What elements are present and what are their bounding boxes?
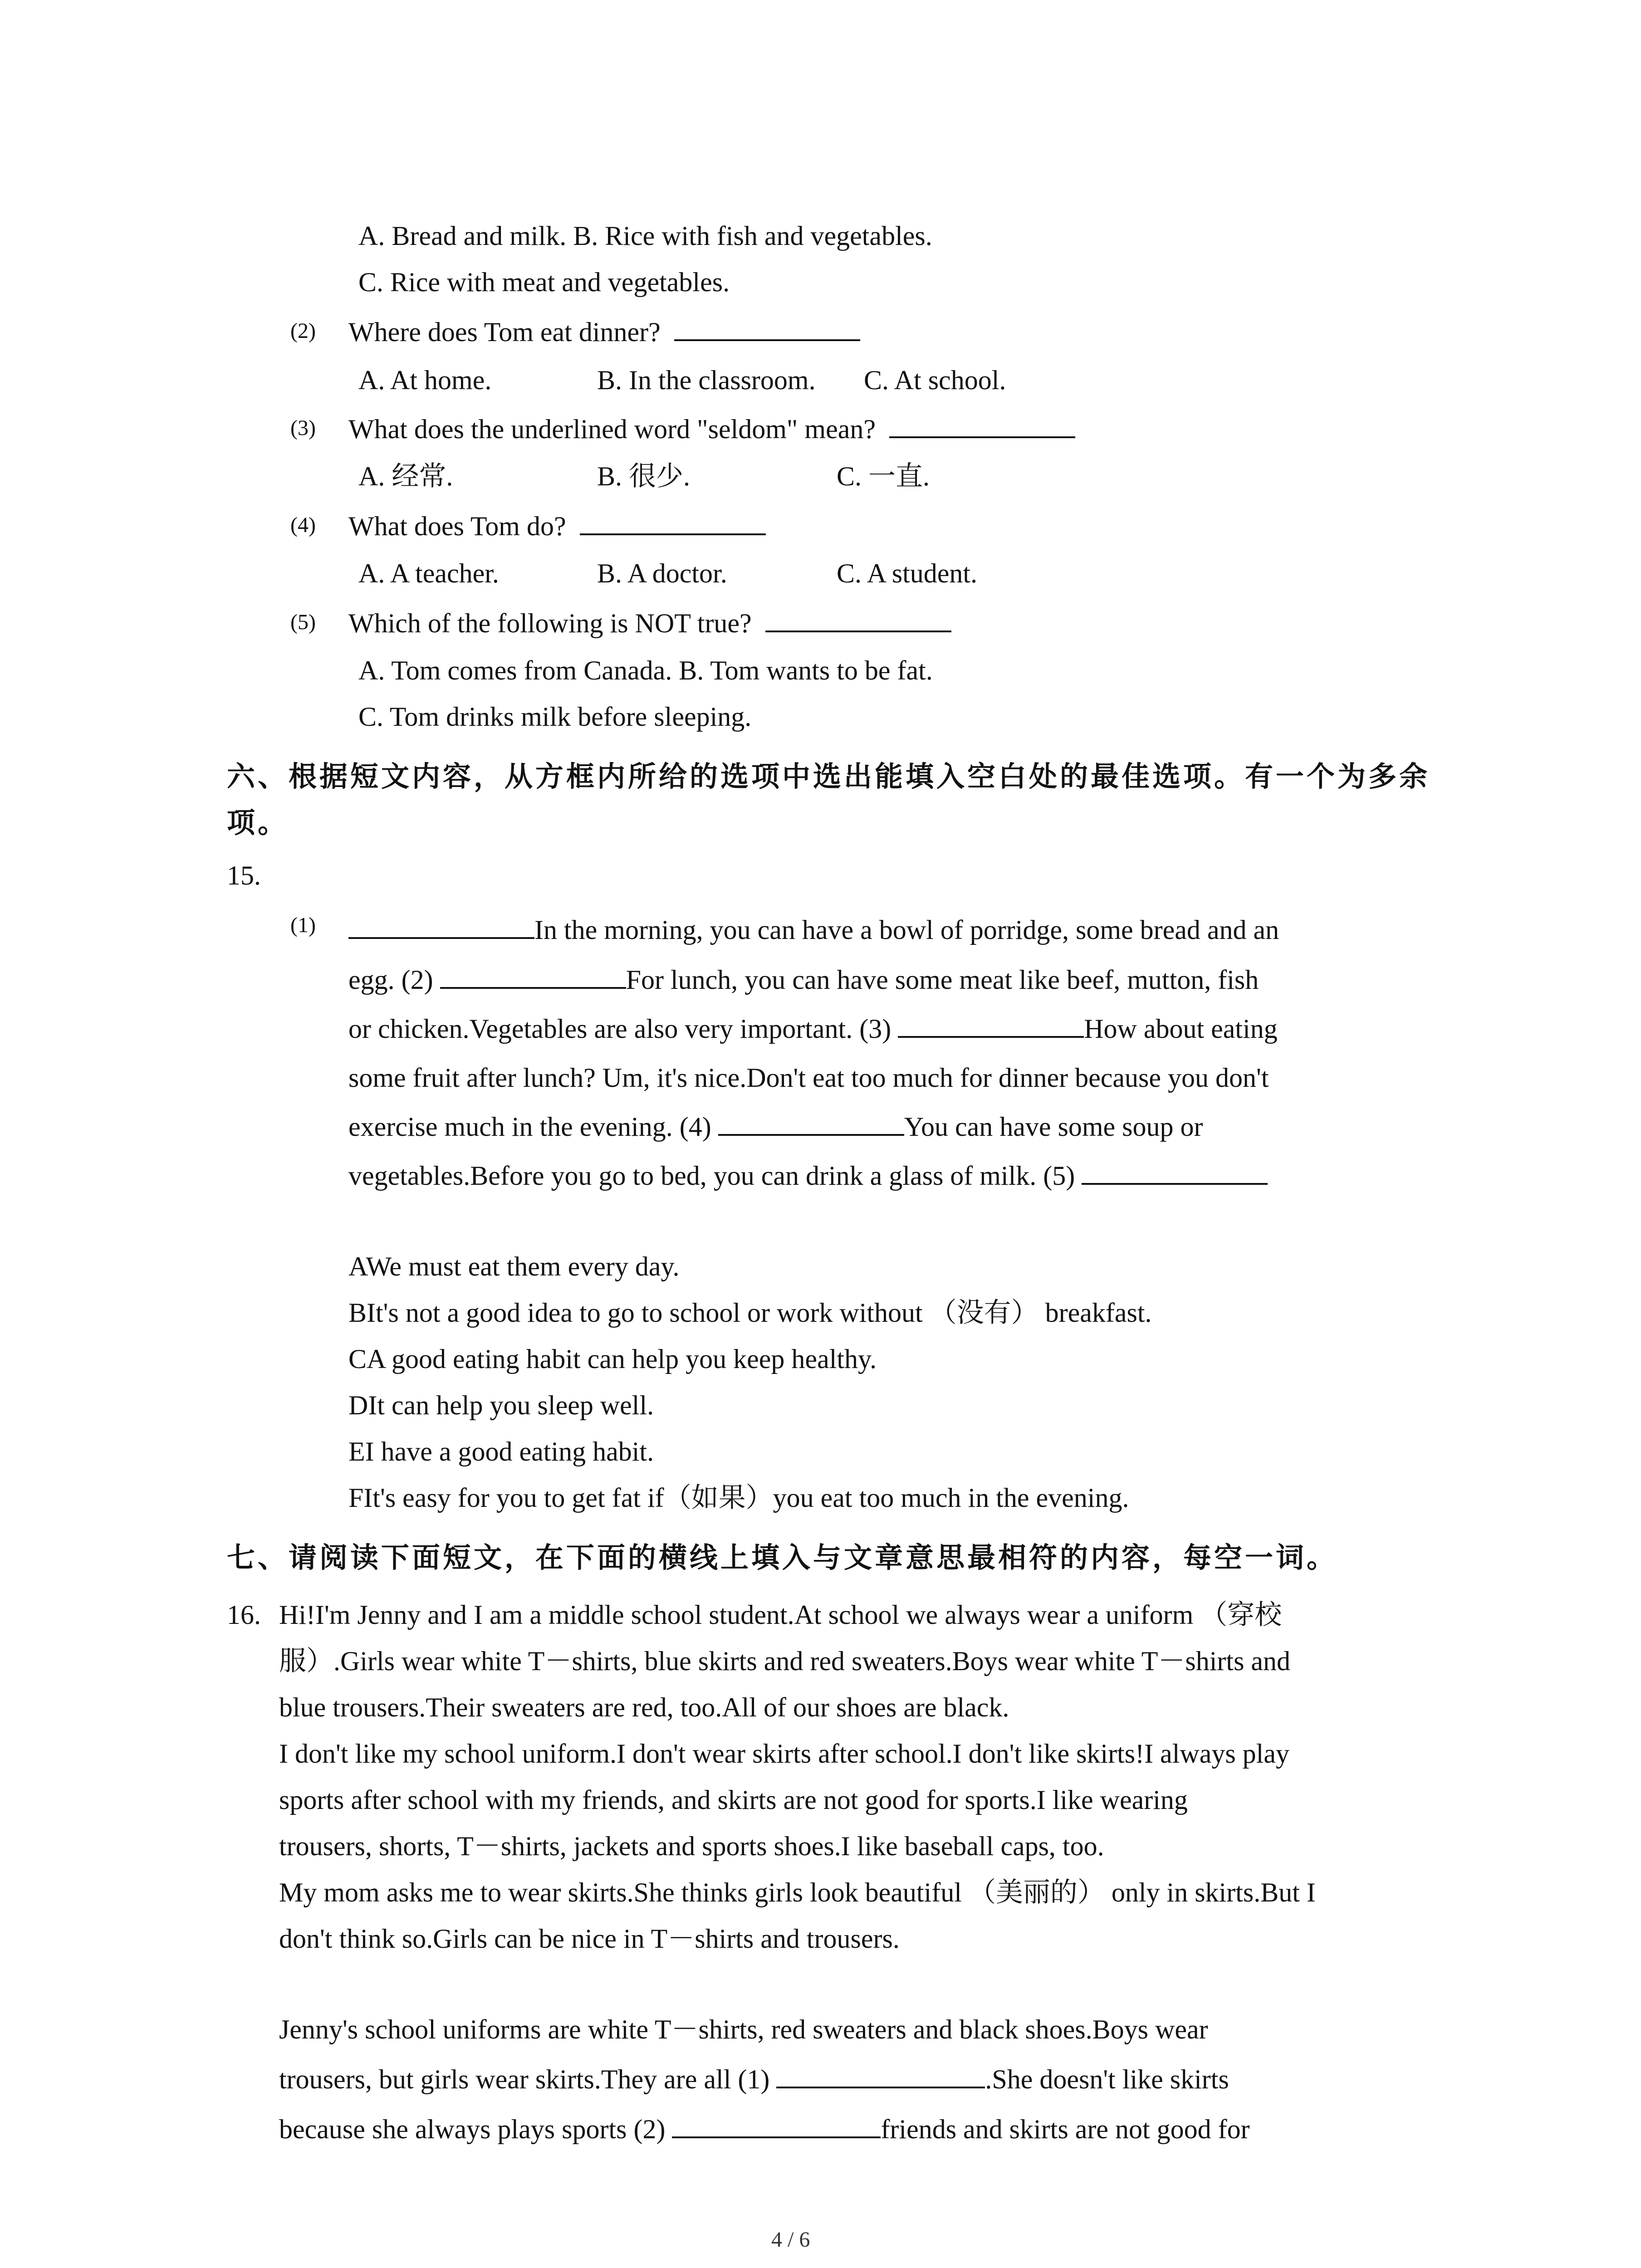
question-number-16: 16.	[227, 1600, 261, 1630]
q14-q3-text: What does the underlined word "seldom" mean?	[348, 411, 1075, 447]
q14-q2-option-c: C. At school.	[864, 365, 1006, 395]
q14-q4-text: What does Tom do?	[348, 508, 766, 544]
reading-line-3: blue trousers.Their sweaters are red, too.All of our shoes are black.	[279, 1692, 1009, 1722]
q14-q4-number: (4)	[290, 513, 316, 537]
q14-q3-option-b: B. 很少.	[597, 461, 691, 491]
q14-q5-number: (5)	[290, 610, 316, 634]
q14-q2-answer-blank[interactable]	[674, 315, 860, 341]
reading-line-5: sports after school with my friends, and skirts are not good for sports.I like wearing	[279, 1785, 1188, 1815]
q14-q3-number: (3)	[290, 416, 316, 440]
reading-line-1: Hi!I'm Jenny and I am a middle school student.At school we always wear a uniform （穿校	[279, 1600, 1282, 1630]
q14-q2-option-b: B. In the classroom.	[597, 365, 816, 395]
q14-q4-option-c: C. A student.	[837, 558, 978, 588]
summary-line-2: trousers, but girls wear skirts.They are all (1) .She doesn't like skirts	[279, 2061, 1229, 2097]
option-f: FIt's easy for you to get fat if（如果）you eat too much in the evening.	[348, 1483, 1129, 1513]
q14-q4-answer-blank[interactable]	[580, 509, 766, 535]
q14-q4-option-b: B. A doctor.	[597, 558, 727, 588]
q14-q5-options-ab: A. Tom comes from Canada. B. Tom wants to be fat.	[358, 655, 933, 685]
passage-blank-5[interactable]	[1082, 1158, 1268, 1185]
passage-line-5: exercise much in the evening. (4) You can have some soup or	[348, 1109, 1203, 1145]
reading-line-6: trousers, shorts, T－shirts, jackets and sports shoes.I like baseball caps, too.	[279, 1831, 1104, 1861]
option-a: AWe must eat them every day.	[348, 1251, 680, 1281]
reading-line-2: 服）.Girls wear white T－shirts, blue skirts and red sweaters.Boys wear white T－shirts and	[279, 1646, 1291, 1676]
q14-q2-number: (2)	[290, 319, 316, 343]
q14-q5-option-c: C. Tom drinks milk before sleeping.	[358, 702, 752, 732]
q14-q2-text: Where does Tom eat dinner?	[348, 314, 860, 350]
passage-line-4: some fruit after lunch? Um, it's nice.Don't eat too much for dinner because you don't	[348, 1063, 1269, 1093]
section6-heading-line1: 六、根据短文内容，从方框内所给的选项中选出能填入空白处的最佳选项。有一个为多余	[227, 760, 1430, 793]
option-d: DIt can help you sleep well.	[348, 1390, 654, 1420]
q14-q2-option-a: A. At home.	[358, 365, 492, 395]
option-c: CA good eating habit can help you keep healthy.	[348, 1344, 877, 1374]
passage-blank-1-number: (1)	[290, 913, 316, 937]
q14-q3-option-c: C. 一直.	[837, 461, 930, 491]
summary-line-1: Jenny's school uniforms are white T－shirts, red sweaters and black shoes.Boys wear	[279, 2014, 1208, 2044]
q14-q5-answer-blank[interactable]	[765, 606, 951, 632]
summary-blank-2[interactable]	[672, 2112, 881, 2138]
summary-blank-1[interactable]	[776, 2062, 985, 2088]
option-e: EI have a good eating habit.	[348, 1437, 654, 1466]
option-b: BIt's not a good idea to go to school or work without （没有） breakfast.	[348, 1298, 1152, 1328]
q14-q3-answer-blank[interactable]	[889, 412, 1075, 438]
section7-heading: 七、请阅读下面短文，在下面的横线上填入与文章意思最相符的内容，每空一词。	[227, 1541, 1338, 1574]
reading-line-8: don't think so.Girls can be nice in T－shirts and trousers.	[279, 1924, 900, 1954]
passage-blank-1[interactable]	[348, 913, 534, 939]
passage-blank-3[interactable]	[898, 1012, 1084, 1038]
q14-q3-option-a: A. 经常.	[358, 461, 453, 491]
summary-line-3: because she always plays sports (2) friends and skirts are not good for	[279, 2111, 1250, 2147]
q14-q1-options-ab: A. Bread and milk. B. Rice with fish and vegetables.	[358, 221, 932, 251]
reading-line-4: I don't like my school uniform.I don't wear skirts after school.I don't like skirts!I always play	[279, 1739, 1289, 1769]
q14-q1-option-c: C. Rice with meat and vegetables.	[358, 267, 730, 297]
reading-line-7: My mom asks me to wear skirts.She thinks girls look beautiful （美丽的） only in skirts.But I	[279, 1877, 1316, 1907]
passage-line-1: In the morning, you can have a bowl of porridge, some bread and an	[348, 912, 1279, 948]
q14-q4-option-a: A. A teacher.	[358, 558, 499, 588]
passage-line-3: or chicken.Vegetables are also very important. (3) How about eating	[348, 1011, 1278, 1047]
passage-line-2: egg. (2) For lunch, you can have some meat like beef, mutton, fish	[348, 962, 1259, 998]
passage-blank-2[interactable]	[440, 963, 626, 989]
passage-line-6: vegetables.Before you go to bed, you can drink a glass of milk. (5)	[348, 1158, 1268, 1194]
passage-blank-4[interactable]	[718, 1110, 904, 1136]
question-number-15: 15.	[227, 860, 261, 890]
page-number: 4 / 6	[771, 2228, 810, 2252]
section6-heading-line2: 项。	[227, 806, 289, 839]
q14-q5-text: Which of the following is NOT true?	[348, 605, 951, 641]
